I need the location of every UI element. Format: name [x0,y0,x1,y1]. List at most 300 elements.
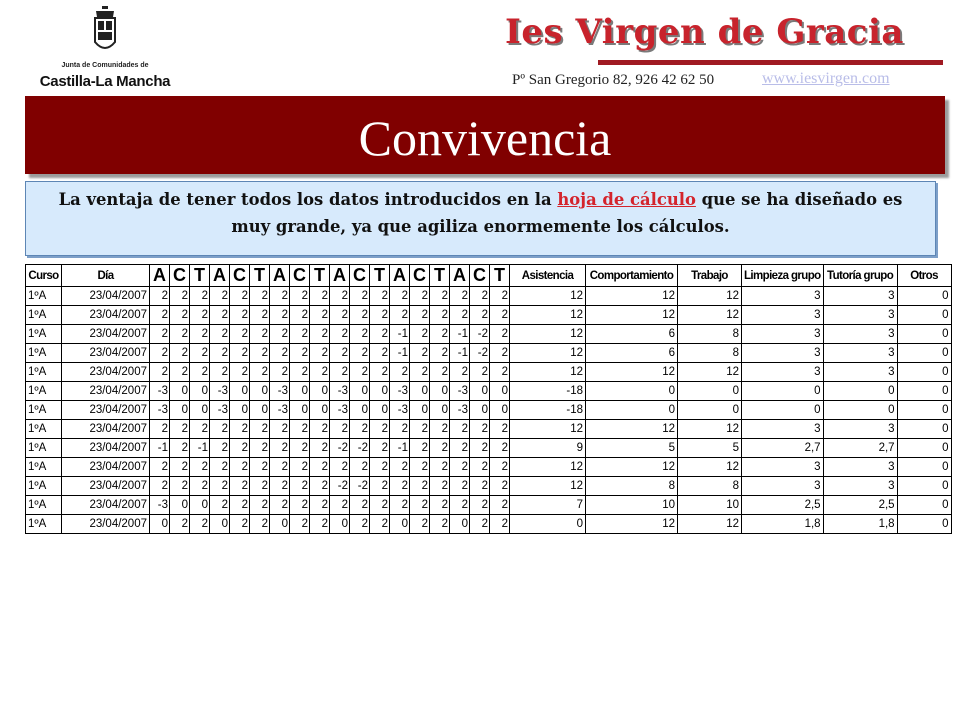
table-cell[interactable]: 23/04/2007 [62,439,150,458]
table-cell[interactable]: 23/04/2007 [62,477,150,496]
table-cell[interactable]: 0 [897,325,951,344]
table-cell[interactable]: 3 [823,287,897,306]
table-cell[interactable]: 8 [586,477,678,496]
table-cell[interactable]: 2 [410,515,430,534]
table-cell[interactable]: 2 [230,496,250,515]
table-cell[interactable]: -1 [190,439,210,458]
table-cell[interactable]: 0 [150,515,170,534]
table-cell[interactable]: 2 [190,344,210,363]
table-cell[interactable]: 2 [490,496,510,515]
table-cell[interactable]: 1ºA [26,325,62,344]
table-cell[interactable]: 2 [170,477,190,496]
table-cell[interactable]: 2 [150,344,170,363]
table-cell[interactable]: 3 [742,287,824,306]
table-cell[interactable]: 2 [150,363,170,382]
table-cell[interactable]: 0 [350,382,370,401]
table-cell[interactable]: 2 [330,306,350,325]
table-cell[interactable]: 2 [470,439,490,458]
table-cell[interactable]: 0 [250,382,270,401]
table-cell[interactable]: 2 [230,439,250,458]
table-cell[interactable]: 12 [678,363,742,382]
table-cell[interactable]: 2 [350,458,370,477]
table-cell[interactable]: -3 [390,382,410,401]
table-cell[interactable]: 2 [250,477,270,496]
table-cell[interactable]: 3 [742,325,824,344]
table-cell[interactable]: 1ºA [26,306,62,325]
table-cell[interactable]: -2 [330,477,350,496]
column-header[interactable]: T [430,265,450,287]
table-cell[interactable]: 2 [290,420,310,439]
table-cell[interactable]: 2 [290,287,310,306]
table-cell[interactable]: -3 [270,401,290,420]
table-cell[interactable]: 2 [290,496,310,515]
table-cell[interactable]: 0 [823,401,897,420]
table-cell[interactable]: 0 [823,382,897,401]
table-cell[interactable]: 2,5 [823,496,897,515]
table-cell[interactable]: 2 [310,515,330,534]
table-cell[interactable]: 2 [370,363,390,382]
table-cell[interactable]: 2 [290,344,310,363]
column-header[interactable]: A [270,265,290,287]
table-cell[interactable]: 2 [470,287,490,306]
table-cell[interactable]: 2 [210,306,230,325]
table-cell[interactable]: 2 [350,496,370,515]
table-cell[interactable]: 12 [510,477,586,496]
table-cell[interactable]: 2 [330,420,350,439]
table-cell[interactable]: 2 [250,515,270,534]
table-cell[interactable]: 2 [450,439,470,458]
table-cell[interactable]: 12 [510,325,586,344]
table-cell[interactable]: 23/04/2007 [62,496,150,515]
table-cell[interactable]: -3 [330,382,350,401]
table-cell[interactable]: 0 [586,382,678,401]
table-cell[interactable]: 2 [430,344,450,363]
table-cell[interactable]: -1 [450,325,470,344]
table-cell[interactable]: 0 [190,401,210,420]
table-cell[interactable]: 12 [678,515,742,534]
table-cell[interactable]: 2 [230,515,250,534]
table-cell[interactable]: 2 [490,477,510,496]
table-cell[interactable]: 2 [190,458,210,477]
table-cell[interactable]: 3 [823,458,897,477]
table-cell[interactable]: 2 [490,306,510,325]
table-cell[interactable]: 2 [190,515,210,534]
table-cell[interactable]: 2 [290,325,310,344]
table-cell[interactable]: 2 [170,458,190,477]
table-cell[interactable]: 12 [678,420,742,439]
table-cell[interactable]: 2 [270,420,290,439]
table-cell[interactable]: 1ºA [26,344,62,363]
table-cell[interactable]: 2 [350,306,370,325]
table-cell[interactable]: 2 [450,458,470,477]
table-cell[interactable]: 2,5 [742,496,824,515]
table-cell[interactable]: 23/04/2007 [62,344,150,363]
table-cell[interactable]: 5 [586,439,678,458]
table-cell[interactable]: -2 [330,439,350,458]
table-cell[interactable]: 0 [290,401,310,420]
table-cell[interactable]: 2 [430,287,450,306]
table-cell[interactable]: 2 [250,458,270,477]
table-cell[interactable]: 2 [450,363,470,382]
table-cell[interactable]: 12 [510,458,586,477]
table-cell[interactable]: -1 [390,344,410,363]
website-link[interactable]: www.iesvirgen.com [762,70,890,87]
table-cell[interactable]: 2 [230,420,250,439]
table-cell[interactable]: 2 [190,306,210,325]
table-cell[interactable]: 2 [210,287,230,306]
table-cell[interactable]: 2 [370,477,390,496]
table-cell[interactable]: 2 [310,363,330,382]
table-cell[interactable]: 6 [586,344,678,363]
table-cell[interactable]: 12 [510,344,586,363]
column-header[interactable]: Otros [897,265,951,287]
table-cell[interactable]: 0 [310,401,330,420]
table-cell[interactable]: 0 [370,401,390,420]
column-header[interactable]: T [310,265,330,287]
table-cell[interactable]: 2 [250,420,270,439]
table-cell[interactable]: 2 [470,477,490,496]
table-cell[interactable]: 2 [170,325,190,344]
table-cell[interactable]: 2 [290,458,310,477]
table-cell[interactable]: 2 [370,515,390,534]
table-cell[interactable]: -3 [390,401,410,420]
table-cell[interactable]: 2 [490,439,510,458]
table-cell[interactable]: 0 [470,382,490,401]
table-cell[interactable]: 0 [897,439,951,458]
table-cell[interactable]: -2 [470,325,490,344]
table-cell[interactable]: 0 [490,401,510,420]
table-cell[interactable]: 2 [270,458,290,477]
table-cell[interactable]: 1ºA [26,401,62,420]
table-cell[interactable]: 2 [210,420,230,439]
table-cell[interactable]: 2 [410,287,430,306]
table-cell[interactable]: 0 [897,306,951,325]
table-cell[interactable]: 2 [250,363,270,382]
table-cell[interactable]: 2 [150,287,170,306]
table-cell[interactable]: 2 [230,458,250,477]
table-cell[interactable]: 0 [410,401,430,420]
table-cell[interactable]: 2 [150,420,170,439]
table-cell[interactable]: 2 [490,420,510,439]
table-cell[interactable]: 23/04/2007 [62,306,150,325]
column-header[interactable]: Asistencia [510,265,586,287]
table-cell[interactable]: -18 [510,401,586,420]
table-cell[interactable]: 2 [250,496,270,515]
table-cell[interactable]: 2 [250,325,270,344]
table-cell[interactable]: 0 [897,382,951,401]
table-cell[interactable]: 2 [430,439,450,458]
table-cell[interactable]: 2 [430,496,450,515]
table-cell[interactable]: 2 [190,325,210,344]
table-cell[interactable]: 2 [270,287,290,306]
table-cell[interactable]: -3 [450,382,470,401]
table-cell[interactable]: 2 [490,458,510,477]
table-cell[interactable]: -3 [330,401,350,420]
table-cell[interactable]: 2 [470,515,490,534]
table-cell[interactable]: 12 [510,420,586,439]
table-cell[interactable]: 2 [430,363,450,382]
table-cell[interactable]: 2 [310,477,330,496]
table-cell[interactable]: 1ºA [26,363,62,382]
table-cell[interactable]: 2 [210,496,230,515]
table-cell[interactable]: 2 [390,458,410,477]
table-cell[interactable]: -3 [270,382,290,401]
table-cell[interactable]: 2 [430,477,450,496]
table-cell[interactable]: -1 [150,439,170,458]
table-cell[interactable]: 2 [190,420,210,439]
table-cell[interactable]: 2 [230,344,250,363]
table-cell[interactable]: 2 [470,496,490,515]
table-cell[interactable]: 0 [410,382,430,401]
table-cell[interactable]: 1ºA [26,515,62,534]
table-cell[interactable]: 2 [410,496,430,515]
table-cell[interactable]: 3 [823,344,897,363]
table-cell[interactable]: 2 [370,287,390,306]
table-cell[interactable]: 2 [310,287,330,306]
table-cell[interactable]: 0 [897,496,951,515]
table-cell[interactable]: 2,7 [742,439,824,458]
table-cell[interactable]: 12 [586,363,678,382]
table-cell[interactable]: 0 [586,401,678,420]
column-header[interactable]: T [190,265,210,287]
table-cell[interactable]: 2 [410,439,430,458]
table-cell[interactable]: 0 [678,401,742,420]
table-cell[interactable]: 0 [210,515,230,534]
table-cell[interactable]: 3 [742,420,824,439]
table-cell[interactable]: 2 [310,420,330,439]
table-cell[interactable]: -3 [150,496,170,515]
table-cell[interactable]: 0 [742,382,824,401]
table-cell[interactable]: 2 [410,420,430,439]
table-cell[interactable]: 2 [170,344,190,363]
table-cell[interactable]: 2 [370,420,390,439]
table-cell[interactable]: 0 [897,477,951,496]
table-cell[interactable]: 2 [250,344,270,363]
table-cell[interactable]: 2 [330,325,350,344]
table-cell[interactable]: 2 [310,325,330,344]
table-cell[interactable]: 2 [350,344,370,363]
table-cell[interactable]: 2 [270,344,290,363]
table-cell[interactable]: 23/04/2007 [62,458,150,477]
column-header[interactable]: Trabajo [678,265,742,287]
table-cell[interactable]: 2 [470,306,490,325]
table-cell[interactable]: 2 [430,458,450,477]
table-cell[interactable]: 2 [170,287,190,306]
table-cell[interactable]: 8 [678,344,742,363]
table-cell[interactable]: 2 [310,306,330,325]
table-cell[interactable]: 8 [678,325,742,344]
table-cell[interactable]: 0 [430,382,450,401]
column-header[interactable]: A [450,265,470,287]
table-cell[interactable]: 2 [250,287,270,306]
table-cell[interactable]: 2 [410,363,430,382]
table-cell[interactable]: 0 [270,515,290,534]
table-cell[interactable]: 9 [510,439,586,458]
table-cell[interactable]: -3 [150,401,170,420]
column-header[interactable]: Día [62,265,150,287]
table-cell[interactable]: 2 [490,287,510,306]
table-cell[interactable]: 12 [586,515,678,534]
table-cell[interactable]: 2 [250,439,270,458]
table-cell[interactable]: 0 [742,401,824,420]
table-cell[interactable]: 2 [370,325,390,344]
table-cell[interactable]: 2 [270,496,290,515]
column-header[interactable]: A [390,265,410,287]
table-cell[interactable]: 12 [510,306,586,325]
table-cell[interactable]: -2 [470,344,490,363]
table-cell[interactable]: 1ºA [26,458,62,477]
table-cell[interactable]: 2 [210,344,230,363]
table-cell[interactable]: 6 [586,325,678,344]
table-cell[interactable]: 2 [390,477,410,496]
table-cell[interactable]: 1ºA [26,477,62,496]
table-cell[interactable]: 2 [410,306,430,325]
table-cell[interactable]: 2 [170,363,190,382]
table-cell[interactable]: 3 [742,458,824,477]
table-cell[interactable]: 3 [823,477,897,496]
table-cell[interactable]: 3 [742,344,824,363]
table-cell[interactable]: 2 [290,515,310,534]
table-cell[interactable]: 3 [742,306,824,325]
table-cell[interactable]: 2 [370,344,390,363]
table-cell[interactable]: 2 [490,344,510,363]
column-header[interactable]: T [250,265,270,287]
table-cell[interactable]: 12 [510,363,586,382]
table-cell[interactable]: -3 [450,401,470,420]
table-cell[interactable]: 0 [250,401,270,420]
table-cell[interactable]: 0 [430,401,450,420]
table-cell[interactable]: 0 [470,401,490,420]
table-cell[interactable]: 23/04/2007 [62,325,150,344]
table-cell[interactable]: 0 [897,363,951,382]
table-cell[interactable]: -3 [150,382,170,401]
table-cell[interactable]: 2 [230,287,250,306]
table-cell[interactable]: 1ºA [26,382,62,401]
table-cell[interactable]: 0 [450,515,470,534]
table-cell[interactable]: 2 [470,363,490,382]
table-cell[interactable]: -2 [350,477,370,496]
table-cell[interactable]: 1ºA [26,420,62,439]
table-cell[interactable]: 2 [170,439,190,458]
table-cell[interactable]: 0 [190,382,210,401]
table-cell[interactable]: 2 [330,287,350,306]
table-cell[interactable]: 7 [510,496,586,515]
table-cell[interactable]: 12 [678,306,742,325]
column-header[interactable]: C [230,265,250,287]
table-cell[interactable]: 12 [678,458,742,477]
table-cell[interactable]: 2 [210,363,230,382]
table-cell[interactable]: 23/04/2007 [62,515,150,534]
table-cell[interactable]: 2 [490,363,510,382]
table-cell[interactable]: -3 [210,401,230,420]
table-cell[interactable]: 2 [150,325,170,344]
table-cell[interactable]: 0 [390,515,410,534]
table-cell[interactable]: 2 [350,515,370,534]
table-cell[interactable]: -18 [510,382,586,401]
table-cell[interactable]: 12 [510,287,586,306]
table-cell[interactable]: 2 [410,458,430,477]
table-cell[interactable]: 2 [330,458,350,477]
table-cell[interactable]: 2 [230,325,250,344]
table-cell[interactable]: 12 [586,306,678,325]
table-cell[interactable]: 2 [450,496,470,515]
table-cell[interactable]: 2 [270,363,290,382]
table-cell[interactable]: -1 [390,439,410,458]
table-cell[interactable]: 3 [823,363,897,382]
table-cell[interactable]: 2 [350,420,370,439]
table-cell[interactable]: 2 [290,306,310,325]
table-cell[interactable]: 2 [310,496,330,515]
table-cell[interactable]: 2 [210,458,230,477]
table-cell[interactable]: 2 [410,477,430,496]
table-cell[interactable]: 0 [310,382,330,401]
column-header[interactable]: A [330,265,350,287]
table-cell[interactable]: 0 [330,515,350,534]
table-cell[interactable]: 0 [897,401,951,420]
table-cell[interactable]: 0 [170,496,190,515]
table-cell[interactable]: 0 [897,458,951,477]
table-cell[interactable]: -3 [210,382,230,401]
column-header[interactable]: A [210,265,230,287]
table-cell[interactable]: 23/04/2007 [62,363,150,382]
table-cell[interactable]: 2 [430,515,450,534]
table-cell[interactable]: 2 [170,420,190,439]
table-cell[interactable]: 23/04/2007 [62,401,150,420]
table-cell[interactable]: 23/04/2007 [62,382,150,401]
table-cell[interactable]: 0 [190,496,210,515]
table-cell[interactable]: -2 [350,439,370,458]
table-cell[interactable]: 2 [450,287,470,306]
table-cell[interactable]: 2 [230,477,250,496]
table-cell[interactable]: 2 [450,420,470,439]
column-header[interactable]: Curso [26,265,62,287]
table-cell[interactable]: 0 [490,382,510,401]
table-cell[interactable]: 2 [370,496,390,515]
table-cell[interactable]: 2 [170,515,190,534]
table-cell[interactable]: 2 [310,458,330,477]
table-cell[interactable]: 0 [170,382,190,401]
table-cell[interactable]: 2 [470,420,490,439]
table-cell[interactable]: 2 [310,439,330,458]
table-cell[interactable]: 1,8 [823,515,897,534]
table-cell[interactable]: 2 [310,344,330,363]
table-cell[interactable]: 2 [350,287,370,306]
table-cell[interactable]: 0 [678,382,742,401]
table-cell[interactable]: 2 [270,439,290,458]
table-cell[interactable]: 3 [823,325,897,344]
table-cell[interactable]: 2 [170,306,190,325]
table-cell[interactable]: 2 [390,496,410,515]
table-cell[interactable]: 2 [210,477,230,496]
table-cell[interactable]: 2 [290,477,310,496]
table-cell[interactable]: 2 [290,363,310,382]
column-header[interactable]: Comportamiento [586,265,678,287]
table-cell[interactable]: 2 [370,306,390,325]
table-cell[interactable]: 2 [410,344,430,363]
table-cell[interactable]: 1ºA [26,439,62,458]
table-cell[interactable]: 2 [210,325,230,344]
table-cell[interactable]: 2 [330,363,350,382]
table-cell[interactable]: 0 [290,382,310,401]
table-cell[interactable]: 12 [586,287,678,306]
column-header[interactable]: Tutoría grupo [823,265,897,287]
table-cell[interactable]: 2 [350,363,370,382]
table-cell[interactable]: 0 [350,401,370,420]
table-cell[interactable]: 0 [897,515,951,534]
table-cell[interactable]: 2 [390,363,410,382]
table-cell[interactable]: 2 [390,306,410,325]
table-cell[interactable]: 12 [586,458,678,477]
